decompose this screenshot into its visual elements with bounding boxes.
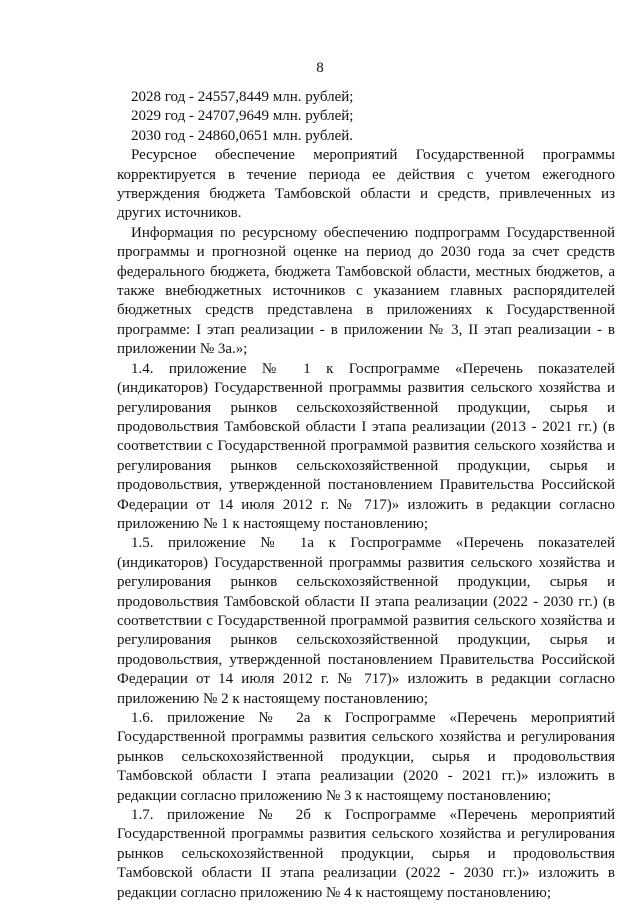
document-body (117, 88, 615, 903)
paragraph-resource-adjustment: Ресурсное обеспечение мероприятий Государственной программы корректируется в течение периода ее действия с учетом ежегодного утверждения бюджета Тамбовской области и средств, привлеченных из других источников. (117, 147, 615, 222)
paragraph-resource-information: Информация по ресурсному обеспечению подпрограмм Государственной программы и прогнозной оценке на период до 2030 года за счет средств федерального бюджета, бюджета Тамбовской области, местных бюджетов, а также внебюджетных источников с указанием главных распорядителей бюджетных средств представлена в приложениях к Государственной программе: I этап реализации - в приложении № 3, II этап реализации - в приложении № 3а.»; (117, 224, 615, 358)
clause-1-5: 1.5. приложение № 1а к Госпрограмме «Перечень показателей (индикаторов) Государственной программы развития сельского хозяйства и регулирования рынков сельскохозяйственной продукции, сырья и продовольствия Тамбовской области II этапа реализации (2022 - 2030 гг.) (в соответствии с Государственной программой развития сельского хозяйства и регулирования рынков сельскохозяйственной продукции, сырья и продовольствия, утвержденной постановлением Правительства Российской Федерации от 14 июля 2012 г. № 717)» изложить в редакции согласно приложению № 2 к настоящему постановлению; (117, 535, 615, 707)
funding-line-2030: 2030 год - 24860,0651 млн. рублей. (131, 127, 354, 144)
funding-line-2029: 2029 год - 24707,9649 млн. рублей; (131, 108, 354, 125)
funding-line-2028: 2028 год - 24557,8449 млн. рублей; (131, 89, 354, 105)
page-number: 8 (316, 60, 324, 76)
clause-1-6: 1.6. приложение № 2а к Госпрограмме «Перечень мероприятий Государственной программы развития сельского хозяйства и регулирования рынков сельскохозяйственной продукции, сырья и продовольствия Тамбовской области I этапа реализации (2020 - 2021 гг.)» изложить в редакции согласно приложению № 3 к настоящему постановлению; (117, 710, 615, 804)
clause-1-7: 1.7. приложение № 2б к Госпрограмме «Перечень мероприятий Государственной программы развития сельского хозяйства и регулирования рынков сельскохозяйственной продукции, сырья и продовольствия Тамбовской области II этапа реализации (2022 - 2030 гг.)» изложить в редакции согласно приложению № 4 к настоящему постановлению; (117, 807, 615, 901)
clause-1-4: 1.4. приложение № 1 к Госпрограмме «Перечень показателей (индикаторов) Государственной программы развития сельского хозяйства и регулирования рынков сельскохозяйственной продукции, сырья и продовольствия Тамбовской области I этапа реализации (2013 - 2021 гг.) (в соответствии с Государственной программой развития сельского хозяйства и регулирования рынков сельскохозяйственной продукции, сырья и продовольствия, утвержденной постановлением Правительства Российской Федерации от 14 июля 2012 г. № 717)» изложить в редакции согласно приложению № 1 к настоящему постановлению; (117, 360, 615, 532)
